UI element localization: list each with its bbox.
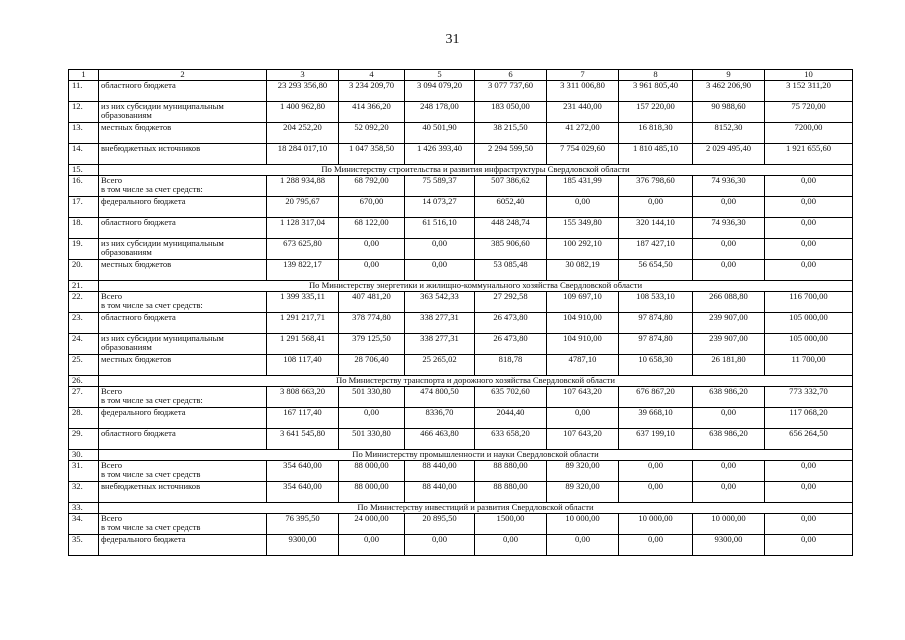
table-row — [69, 407, 853, 428]
table-row — [69, 428, 853, 449]
value-cell: 107 643,20 — [547, 386, 619, 407]
value-cell: 27 292,58 — [475, 291, 547, 312]
value-cell: 56 654,50 — [619, 259, 693, 280]
value-cell: 0,00 — [619, 534, 693, 555]
value-cell: 88 440,00 — [405, 460, 475, 481]
value-cell: 105 000,00 — [765, 312, 853, 333]
value-cell: 1 426 393,40 — [405, 143, 475, 164]
value-cell: 139 822,17 — [267, 259, 339, 280]
value-cell: 0,00 — [693, 259, 765, 280]
value-cell: 6052,40 — [475, 196, 547, 217]
value-cell: 338 277,31 — [405, 333, 475, 354]
row-label: местных бюджетов — [99, 354, 267, 375]
value-cell: 26 473,80 — [475, 312, 547, 333]
row-label: федерального бюджета — [99, 534, 267, 555]
column-number: 9 — [693, 70, 765, 81]
row-label: Всего в том числе за счет средств: — [99, 175, 267, 196]
value-cell: 20 895,50 — [405, 513, 475, 534]
value-cell: 635 702,60 — [475, 386, 547, 407]
row-number: 25. — [69, 354, 99, 375]
value-cell: 0,00 — [339, 534, 405, 555]
value-cell: 3 152 311,20 — [765, 80, 853, 101]
value-cell: 104 910,00 — [547, 333, 619, 354]
value-cell: 75 589,37 — [405, 175, 475, 196]
value-cell: 30 082,19 — [547, 259, 619, 280]
section-row — [69, 280, 853, 291]
value-cell: 507 386,62 — [475, 175, 547, 196]
value-cell: 0,00 — [547, 407, 619, 428]
value-cell: 0,00 — [547, 534, 619, 555]
column-number: 10 — [765, 70, 853, 81]
value-cell: 23 293 356,80 — [267, 80, 339, 101]
row-number: 28. — [69, 407, 99, 428]
value-cell: 474 800,50 — [405, 386, 475, 407]
row-number: 33. — [69, 502, 99, 513]
value-cell: 0,00 — [765, 196, 853, 217]
table-row — [69, 291, 853, 312]
value-cell: 88 000,00 — [339, 460, 405, 481]
table-body — [69, 70, 853, 556]
row-number: 15. — [69, 164, 99, 175]
value-cell: 0,00 — [765, 460, 853, 481]
value-cell: 7 754 029,60 — [547, 143, 619, 164]
table-row — [69, 386, 853, 407]
value-cell: 656 264,50 — [765, 428, 853, 449]
value-cell: 0,00 — [339, 407, 405, 428]
column-number: 2 — [99, 70, 267, 81]
value-cell: 0,00 — [339, 259, 405, 280]
row-number: 22. — [69, 291, 99, 312]
value-cell: 53 085,48 — [475, 259, 547, 280]
value-cell: 320 144,10 — [619, 217, 693, 238]
table-row — [69, 122, 853, 143]
row-label: областного бюджета — [99, 428, 267, 449]
table-row — [69, 238, 853, 259]
table-row — [69, 259, 853, 280]
table-row — [69, 513, 853, 534]
row-number: 31. — [69, 460, 99, 481]
page-number: 31 — [445, 32, 460, 47]
table-row — [69, 354, 853, 375]
value-cell: 10 000,00 — [619, 513, 693, 534]
value-cell: 0,00 — [619, 196, 693, 217]
value-cell: 239 907,00 — [693, 333, 765, 354]
section-title: По Министерству промышленности и науки Свердловской области — [99, 449, 853, 460]
value-cell: 9300,00 — [267, 534, 339, 555]
row-number: 26. — [69, 375, 99, 386]
value-cell: 0,00 — [765, 513, 853, 534]
value-cell: 52 092,20 — [339, 122, 405, 143]
value-cell: 97 874,80 — [619, 312, 693, 333]
value-cell: 376 798,60 — [619, 175, 693, 196]
table-row — [69, 217, 853, 238]
table-row — [69, 80, 853, 101]
value-cell: 338 277,31 — [405, 312, 475, 333]
value-cell: 1 291 217,71 — [267, 312, 339, 333]
value-cell: 633 658,20 — [475, 428, 547, 449]
value-cell: 89 320,00 — [547, 460, 619, 481]
value-cell: 68 122,00 — [339, 217, 405, 238]
value-cell: 818,78 — [475, 354, 547, 375]
value-cell: 3 234 209,70 — [339, 80, 405, 101]
value-cell: 2044,40 — [475, 407, 547, 428]
value-cell: 378 774,80 — [339, 312, 405, 333]
value-cell: 167 117,40 — [267, 407, 339, 428]
value-cell: 1500,00 — [475, 513, 547, 534]
column-number: 6 — [475, 70, 547, 81]
value-cell: 26 473,80 — [475, 333, 547, 354]
value-cell: 231 440,00 — [547, 101, 619, 122]
row-number: 18. — [69, 217, 99, 238]
value-cell: 7200,00 — [765, 122, 853, 143]
value-cell: 1 921 655,60 — [765, 143, 853, 164]
value-cell: 414 366,20 — [339, 101, 405, 122]
value-cell: 61 516,10 — [405, 217, 475, 238]
value-cell: 266 088,80 — [693, 291, 765, 312]
value-cell: 0,00 — [765, 217, 853, 238]
value-cell: 0,00 — [765, 481, 853, 502]
row-label: внебюджетных источников — [99, 481, 267, 502]
row-label: Всего в том числе за счет средств: — [99, 291, 267, 312]
section-row — [69, 375, 853, 386]
row-number: 14. — [69, 143, 99, 164]
row-number: 23. — [69, 312, 99, 333]
value-cell: 117 068,20 — [765, 407, 853, 428]
value-cell: 26 181,80 — [693, 354, 765, 375]
value-cell: 9300,00 — [693, 534, 765, 555]
value-cell: 88 440,00 — [405, 481, 475, 502]
row-number: 19. — [69, 238, 99, 259]
value-cell: 3 311 006,80 — [547, 80, 619, 101]
value-cell: 1 399 335,11 — [267, 291, 339, 312]
value-cell: 10 000,00 — [547, 513, 619, 534]
value-cell: 0,00 — [693, 460, 765, 481]
value-cell: 239 907,00 — [693, 312, 765, 333]
value-cell: 88 880,00 — [475, 481, 547, 502]
value-cell: 14 073,27 — [405, 196, 475, 217]
value-cell: 501 330,80 — [339, 386, 405, 407]
value-cell: 185 431,99 — [547, 175, 619, 196]
column-number: 7 — [547, 70, 619, 81]
row-label: местных бюджетов — [99, 122, 267, 143]
value-cell: 466 463,80 — [405, 428, 475, 449]
table-row — [69, 481, 853, 502]
value-cell: 109 697,10 — [547, 291, 619, 312]
section-title: По Министерству строительства и развития инфраструктуры Свердловской области — [99, 164, 853, 175]
column-number-row — [69, 70, 853, 81]
value-cell: 1 128 317,04 — [267, 217, 339, 238]
value-cell: 676 867,20 — [619, 386, 693, 407]
value-cell: 74 936,30 — [693, 175, 765, 196]
value-cell: 3 094 079,20 — [405, 80, 475, 101]
value-cell: 0,00 — [693, 196, 765, 217]
value-cell: 670,00 — [339, 196, 405, 217]
section-title: По Министерству энергетики и жилищно-коммунального хозяйства Свердловской области — [99, 280, 853, 291]
table-row — [69, 143, 853, 164]
value-cell: 0,00 — [405, 534, 475, 555]
table-row — [69, 333, 853, 354]
row-number: 35. — [69, 534, 99, 555]
value-cell: 0,00 — [765, 175, 853, 196]
value-cell: 0,00 — [765, 534, 853, 555]
value-cell: 24 000,00 — [339, 513, 405, 534]
value-cell: 385 906,60 — [475, 238, 547, 259]
value-cell: 68 792,00 — [339, 175, 405, 196]
value-cell: 638 986,20 — [693, 428, 765, 449]
row-number: 20. — [69, 259, 99, 280]
table-row — [69, 196, 853, 217]
value-cell: 88 880,00 — [475, 460, 547, 481]
value-cell: 183 050,00 — [475, 101, 547, 122]
column-number: 5 — [405, 70, 475, 81]
value-cell: 248 178,00 — [405, 101, 475, 122]
value-cell: 90 988,60 — [693, 101, 765, 122]
value-cell: 38 215,50 — [475, 122, 547, 143]
value-cell: 0,00 — [765, 259, 853, 280]
value-cell: 0,00 — [475, 534, 547, 555]
value-cell: 0,00 — [547, 196, 619, 217]
row-label: федерального бюджета — [99, 196, 267, 217]
value-cell: 28 706,40 — [339, 354, 405, 375]
row-number: 21. — [69, 280, 99, 291]
table-row — [69, 534, 853, 555]
value-cell: 3 462 206,90 — [693, 80, 765, 101]
value-cell: 75 720,00 — [765, 101, 853, 122]
row-label: Всего в том числе за счет средств — [99, 513, 267, 534]
value-cell: 3 077 737,60 — [475, 80, 547, 101]
section-title: По Министерству транспорта и дорожного хозяйства Свердловской области — [99, 375, 853, 386]
value-cell: 0,00 — [693, 238, 765, 259]
row-label: федерального бюджета — [99, 407, 267, 428]
value-cell: 204 252,20 — [267, 122, 339, 143]
value-cell: 1 400 962,80 — [267, 101, 339, 122]
value-cell: 773 332,70 — [765, 386, 853, 407]
value-cell: 8152,30 — [693, 122, 765, 143]
value-cell: 0,00 — [619, 481, 693, 502]
row-number: 30. — [69, 449, 99, 460]
value-cell: 363 542,33 — [405, 291, 475, 312]
row-number: 16. — [69, 175, 99, 196]
value-cell: 16 818,30 — [619, 122, 693, 143]
value-cell: 638 986,20 — [693, 386, 765, 407]
section-row — [69, 502, 853, 513]
value-cell: 0,00 — [693, 481, 765, 502]
row-number: 17. — [69, 196, 99, 217]
value-cell: 97 874,80 — [619, 333, 693, 354]
value-cell: 0,00 — [405, 238, 475, 259]
row-label: из них субсидии муниципальным образованиям — [99, 238, 267, 259]
row-number: 11. — [69, 80, 99, 101]
value-cell: 1 291 568,41 — [267, 333, 339, 354]
column-number: 8 — [619, 70, 693, 81]
column-number: 1 — [69, 70, 99, 81]
value-cell: 39 668,10 — [619, 407, 693, 428]
value-cell: 501 330,80 — [339, 428, 405, 449]
column-number: 3 — [267, 70, 339, 81]
value-cell: 1 288 934,88 — [267, 175, 339, 196]
value-cell: 155 349,80 — [547, 217, 619, 238]
value-cell: 10 658,30 — [619, 354, 693, 375]
value-cell: 0,00 — [765, 238, 853, 259]
value-cell: 2 294 599,50 — [475, 143, 547, 164]
value-cell: 187 427,10 — [619, 238, 693, 259]
value-cell: 2 029 495,40 — [693, 143, 765, 164]
value-cell: 0,00 — [339, 238, 405, 259]
value-cell: 379 125,50 — [339, 333, 405, 354]
value-cell: 673 625,80 — [267, 238, 339, 259]
value-cell: 76 395,50 — [267, 513, 339, 534]
row-label: внебюджетных источников — [99, 143, 267, 164]
row-number: 27. — [69, 386, 99, 407]
row-number: 34. — [69, 513, 99, 534]
row-label: местных бюджетов — [99, 259, 267, 280]
value-cell: 116 700,00 — [765, 291, 853, 312]
value-cell: 74 936,30 — [693, 217, 765, 238]
value-cell: 40 501,90 — [405, 122, 475, 143]
section-row — [69, 449, 853, 460]
row-label: Всего в том числе за счет средств — [99, 460, 267, 481]
row-number: 24. — [69, 333, 99, 354]
value-cell: 1 810 485,10 — [619, 143, 693, 164]
row-label: областного бюджета — [99, 217, 267, 238]
value-cell: 89 320,00 — [547, 481, 619, 502]
row-number: 29. — [69, 428, 99, 449]
row-number: 12. — [69, 101, 99, 122]
section-title: По Министерству инвестиций и развития Свердловской области — [99, 502, 853, 513]
value-cell: 1 047 358,50 — [339, 143, 405, 164]
value-cell: 41 272,00 — [547, 122, 619, 143]
section-row — [69, 164, 853, 175]
value-cell: 157 220,00 — [619, 101, 693, 122]
value-cell: 100 292,10 — [547, 238, 619, 259]
table-row — [69, 312, 853, 333]
value-cell: 25 265,02 — [405, 354, 475, 375]
value-cell: 108 117,40 — [267, 354, 339, 375]
value-cell: 0,00 — [693, 407, 765, 428]
column-number: 4 — [339, 70, 405, 81]
table-row — [69, 101, 853, 122]
value-cell: 3 808 663,20 — [267, 386, 339, 407]
value-cell: 105 000,00 — [765, 333, 853, 354]
value-cell: 3 641 545,80 — [267, 428, 339, 449]
row-label: областного бюджета — [99, 80, 267, 101]
value-cell: 11 700,00 — [765, 354, 853, 375]
row-label: областного бюджета — [99, 312, 267, 333]
value-cell: 354 640,00 — [267, 481, 339, 502]
value-cell: 3 961 805,40 — [619, 80, 693, 101]
row-number: 13. — [69, 122, 99, 143]
value-cell: 354 640,00 — [267, 460, 339, 481]
value-cell: 407 481,20 — [339, 291, 405, 312]
value-cell: 104 910,00 — [547, 312, 619, 333]
value-cell: 108 533,10 — [619, 291, 693, 312]
value-cell: 637 199,10 — [619, 428, 693, 449]
value-cell: 0,00 — [619, 460, 693, 481]
value-cell: 8336,70 — [405, 407, 475, 428]
value-cell: 10 000,00 — [693, 513, 765, 534]
row-label: Всего в том числе за счет средств: — [99, 386, 267, 407]
table-row — [69, 460, 853, 481]
row-number: 32. — [69, 481, 99, 502]
value-cell: 107 643,20 — [547, 428, 619, 449]
budget-table — [68, 69, 853, 556]
value-cell: 0,00 — [405, 259, 475, 280]
value-cell: 18 284 017,10 — [267, 143, 339, 164]
value-cell: 20 795,67 — [267, 196, 339, 217]
value-cell: 88 000,00 — [339, 481, 405, 502]
value-cell: 4787,10 — [547, 354, 619, 375]
row-label: из них субсидии муниципальным образованиям — [99, 101, 267, 122]
table-row — [69, 175, 853, 196]
row-label: из них субсидии муниципальным образованиям — [99, 333, 267, 354]
value-cell: 448 248,74 — [475, 217, 547, 238]
